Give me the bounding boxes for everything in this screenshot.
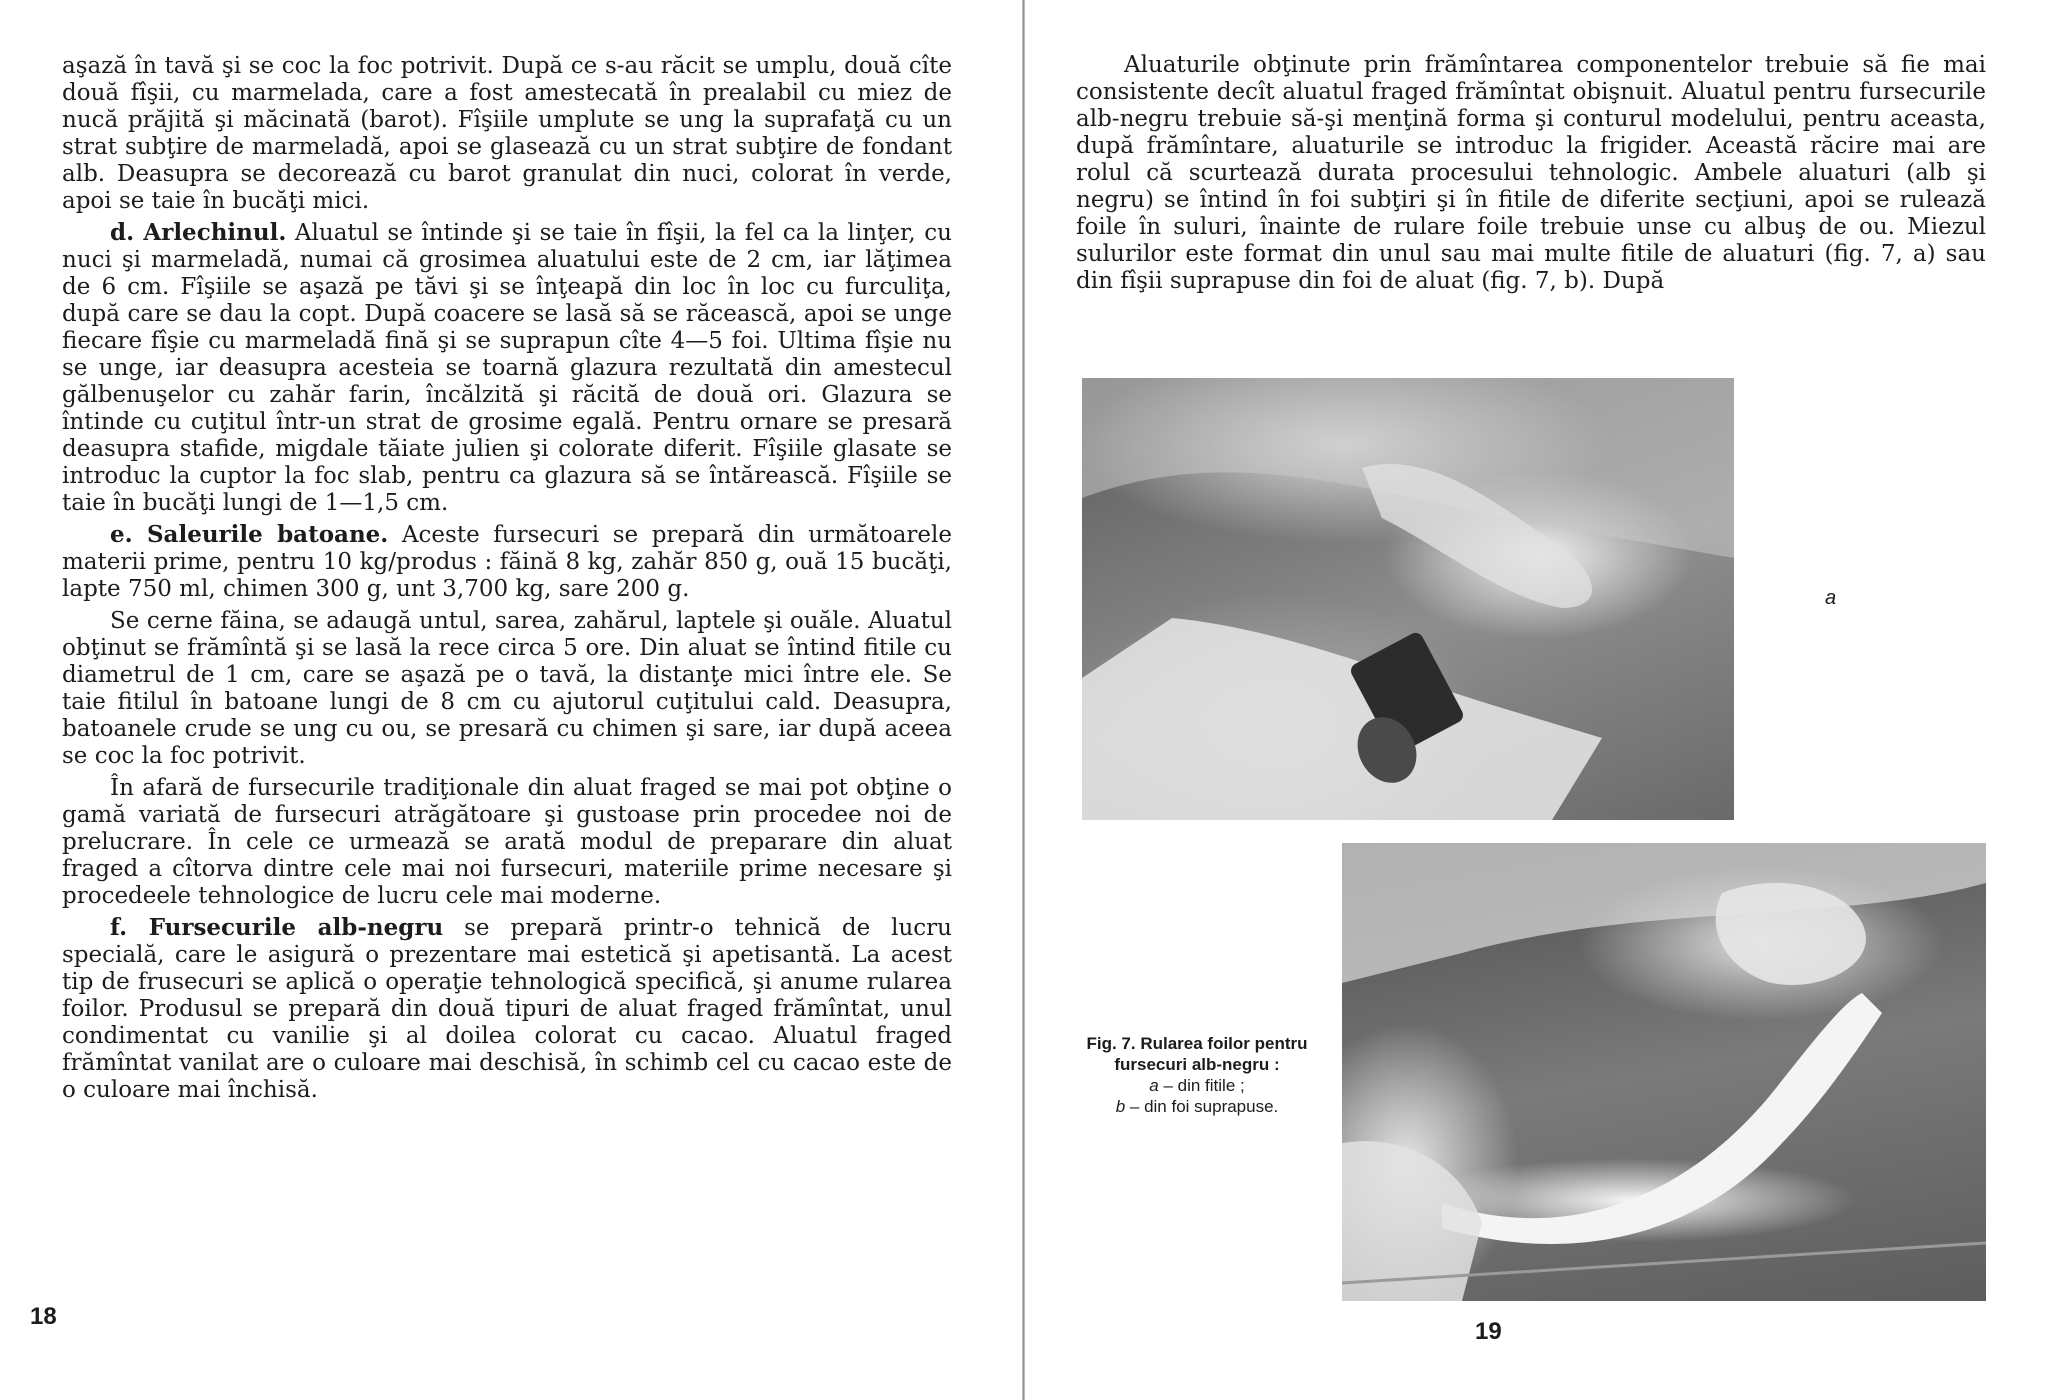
section-heading: d. Arlechinul. — [110, 219, 287, 246]
section-heading: f. Fursecurile alb-negru — [110, 914, 444, 941]
book-gutter — [1022, 0, 1025, 1400]
right-page-text — [1076, 52, 1986, 295]
page-number-left: 18 — [30, 1303, 57, 1330]
caption-item-a: a – din fitile ; — [1149, 1076, 1245, 1095]
right-page — [1030, 0, 2048, 1400]
photo-rolling-with-fitile — [1082, 378, 1734, 820]
caption-title: Fig. 7. Rularea foilor pentru fursecuri alb-negru : — [1086, 1034, 1308, 1074]
paragraph-arlechinul: d. Arlechinul. Aluatul se întinde şi se taie în fîşii, la fel ca la linţer, cu nuci şi marmeladă, numai că grosimea aluatului este de 2 cm, iar lăţimea de 6 cm. Fîşiile se aşază pe tăvi şi se înţeapă din loc în loc cu furculiţa, după care se dau la copt. După coacere se lasă să se răcească, apoi se unge fiecare fîşie cu marmeladă fină şi se suprapun cîte 4—5 foi. Ultima fîşie nu se unge, iar deasupra acesteia se toarnă glazura rezultată din amestecul gălbenuşelor cu zahăr farin, încălzită şi răcită de două ori. Glazura se întinde cu cuţitul într-un strat de grosime egală. Pentru ornare se presară deasupra stafide, migdale tăiate julien şi colorate diferit. Fîşiile glasate se introduc la cuptor la foc slab, pentru ca glazura să se întărească. Fîşiile se taie în bucăţi lungi de 1—1,5 cm. — [62, 219, 952, 516]
paragraph: aşază în tavă şi se coc la foc potrivit. După ce s-au răcit se umplu, două cîte două fîşii, cu marmelada, care a fost amestecată în prealabil cu miez de nucă prăjită şi măcinată (barot). Fîşiile umplute se ung la suprafaţă cu un strat subţire de marmeladă, apoi se glasează cu un strat subţire de fondant alb. Deasupra se decorează cu barot granulat din nuci, colorat în verde, apoi se taie în bucăţi mici. — [62, 53, 952, 214]
photo-b-illustration — [1342, 843, 1986, 1301]
photo-a-illustration — [1082, 378, 1734, 820]
photo-a-label: a — [1825, 587, 1837, 609]
page-number-right: 19 — [1475, 1318, 1502, 1345]
section-heading: e. Saleurile batoane. — [110, 521, 389, 548]
paragraph-saleurile: e. Saleurile batoane. Aceste fursecuri se prepară din următoarele materii prime, pentru 10 kg/produs : făină 8 kg, zahăr 850 g, ouă 15 bucăţi, lapte 750 ml, chimen 300 g, unt 3,700 kg, sare 200 g. — [62, 521, 953, 602]
paragraph: Aluaturile obţinute prin frămîntarea componentelor trebuie să fie mai consistente decît aluatul fraged frămîntat obişnuit. Aluatul pentru fursecurile alb-negru trebuie să-şi menţină forma şi conturul modelului, pentru aceasta, după frămîntare, aluaturile se introduc la frigider. Această răcire mai are rolul că scurtează durata procesului tehnologic. Ambele aluaturi (alb şi negru) se întind în foi subţiri şi în fitile de diferite secţiuni, apoi se rulează foile în suluri, înainte de rulare foile trebuie unse cu albuş de ou. Miezul sulurilor este format din unul sau mai multe fitile de aluaturi (fig. 7, a) sau din fîşii suprapuse din foi de aluat (fig. 7, b). După — [1076, 52, 1986, 294]
paragraph: În afară de fursecurile tradiţionale din aluat fraged se mai pot obţine o gamă variată de fursecuri atrăgătoare şi gustoase prin procedee noi de prelucrare. În cele ce urmează se arată modul de preparare din aluat fraged a cîtorva dintre cele mai noi fursecuri, materiile prime necesare şi procedeele tehnologice de lucru cele mai moderne. — [62, 775, 952, 909]
left-page — [0, 0, 1020, 1400]
photo-rolling-with-strips — [1342, 843, 1986, 1301]
figure-caption — [1082, 1033, 1312, 1117]
caption-item-b: b – din foi suprapuse. — [1115, 1097, 1279, 1116]
paragraph-alb-negru: f. Fursecurile alb-negru se prepară printr-o tehnică de lucru specială, care le asigură o prezentare mai estetică şi apetisantă. La acest tip de frusecuri se aplică o operaţie tehnologică specifică, şi anume rularea foilor. Produsul se prepară din două tipuri de aluat fraged frămîntat, unul condimentat cu vanilie şi al doilea colorat cu cacao. Aluatul fraged frămîntat vanilat are o culoare mai deschisă, în schimb cel cu cacao este de o culoare mai închisă. — [62, 914, 952, 1103]
paragraph: Se cerne făina, se adaugă untul, sarea, zahărul, laptele şi ouăle. Aluatul obţinut se frămîntă şi se lasă la rece circa 5 ore. Din aluat se întind fitile cu diametrul de 1 cm, care se aşază pe o tavă, la distanţe mici între ele. Se taie fitilul în batoane lungi de 8 cm cu ajutorul cuţitului cald. Deasupra, batoanele crude se ung cu ou, se presară cu chimen şi sare, iar după aceea se coc la foc potrivit. — [62, 608, 952, 769]
left-page-text — [62, 52, 952, 1108]
